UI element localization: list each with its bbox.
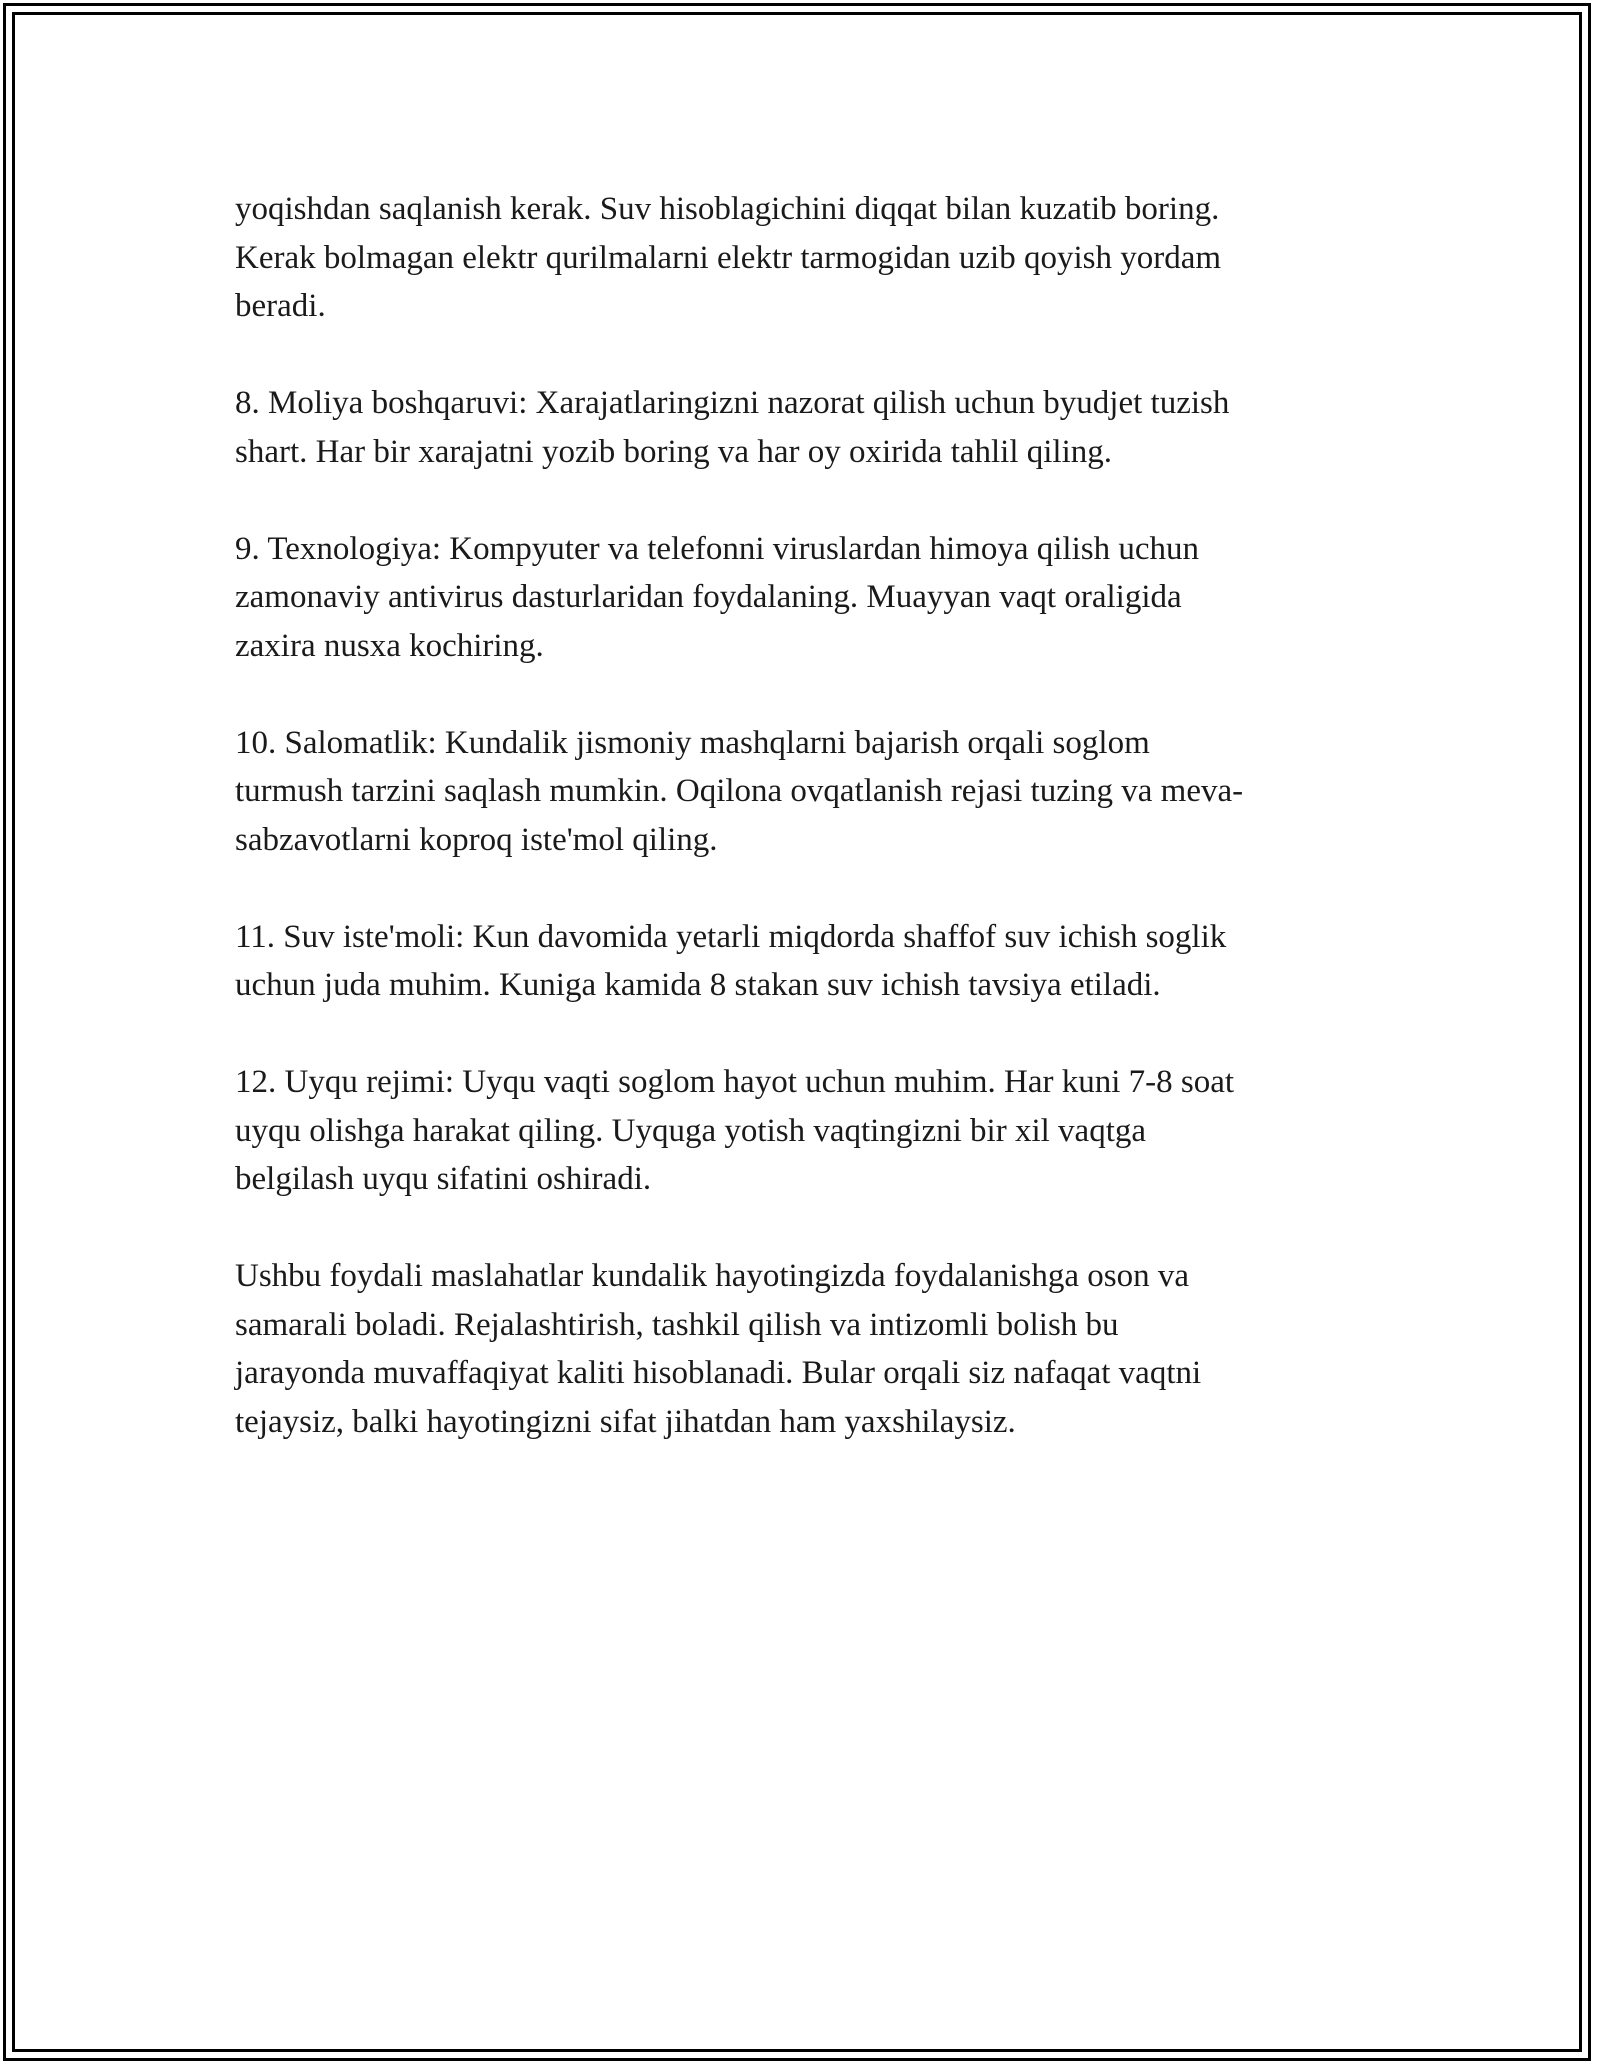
text-line: uyqu olishga harakat qiling. Uyquga yotish vaqtingizni bir xil vaqtga bbox=[235, 1112, 1147, 1149]
paragraph-item-8 bbox=[235, 379, 1375, 476]
text-line: 12. Uyqu rejimi: Uyqu vaqti soglom hayot uchun muhim. Har kuni 7-8 soat bbox=[235, 1064, 1235, 1100]
text-line: Ushbu foydali maslahatlar kundalik hayotingizda foydalanishga oson va bbox=[235, 1258, 1190, 1294]
paragraph-item-11 bbox=[235, 913, 1375, 1010]
text-line: samarali boladi. Rejalashtirish, tashkil qilish va intizomli bolish bu bbox=[235, 1306, 1119, 1343]
text-line: Kerak bolmagan elektr qurilmalarni elektr tarmogidan uzib qoyish yordam bbox=[235, 239, 1222, 276]
paragraph-conclusion bbox=[235, 1252, 1375, 1446]
text-line: shart. Har bir xarajatni yozib boring va har oy oxirida tahlil qiling. bbox=[235, 433, 1113, 470]
text-line: yoqishdan saqlanish kerak. Suv hisoblagichini diqqat bilan kuzatib boring. bbox=[235, 191, 1220, 227]
text-line: 10. Salomatlik: Kundalik jismoniy mashqlarni bajarish orqali soglom bbox=[235, 724, 1150, 761]
text-line: zaxira nusxa kochiring. bbox=[235, 627, 544, 664]
text-line: belgilash uyqu sifatini oshiradi. bbox=[235, 1161, 652, 1197]
text-line: 8. Moliya boshqaruvi: Xarajatlaringizni nazorat qilish uchun byudjet tuzish bbox=[235, 385, 1230, 421]
text-line: turmush tarzini saqlash mumkin. Oqilona ovqatlanish rejasi tuzing va meva- bbox=[235, 773, 1244, 809]
text-line: jarayonda muvaffaqiyat kaliti hisoblanadi. Bular orqali siz nafaqat vaqtni bbox=[235, 1355, 1202, 1391]
text-line: 9. Texnologiya: Kompyuter va telefonni viruslardan himoya qilish uchun bbox=[235, 530, 1199, 567]
paragraph-item-9 bbox=[235, 525, 1375, 671]
text-line: beradi. bbox=[235, 288, 326, 324]
paragraph-item-10 bbox=[235, 719, 1375, 865]
text-line: 11. Suv iste'moli: Kun davomida yetarli miqdorda shaffof suv ichish soglik bbox=[235, 918, 1227, 955]
text-line: tejaysiz, balki hayotingizni sifat jihatdan ham yaxshilaysiz. bbox=[235, 1403, 1016, 1440]
text-line: sabzavotlarni koproq iste'mol qiling. bbox=[235, 821, 718, 858]
text-line: uchun juda muhim. Kuniga kamida 8 stakan suv ichish tavsiya etiladi. bbox=[235, 967, 1161, 1003]
text-line: zamonaviy antivirus dasturlaridan foydalaning. Muayyan vaqt oraligida bbox=[235, 579, 1182, 615]
document-body bbox=[235, 185, 1375, 1495]
paragraph-intro-continuation bbox=[235, 185, 1375, 331]
paragraph-item-12 bbox=[235, 1058, 1375, 1204]
